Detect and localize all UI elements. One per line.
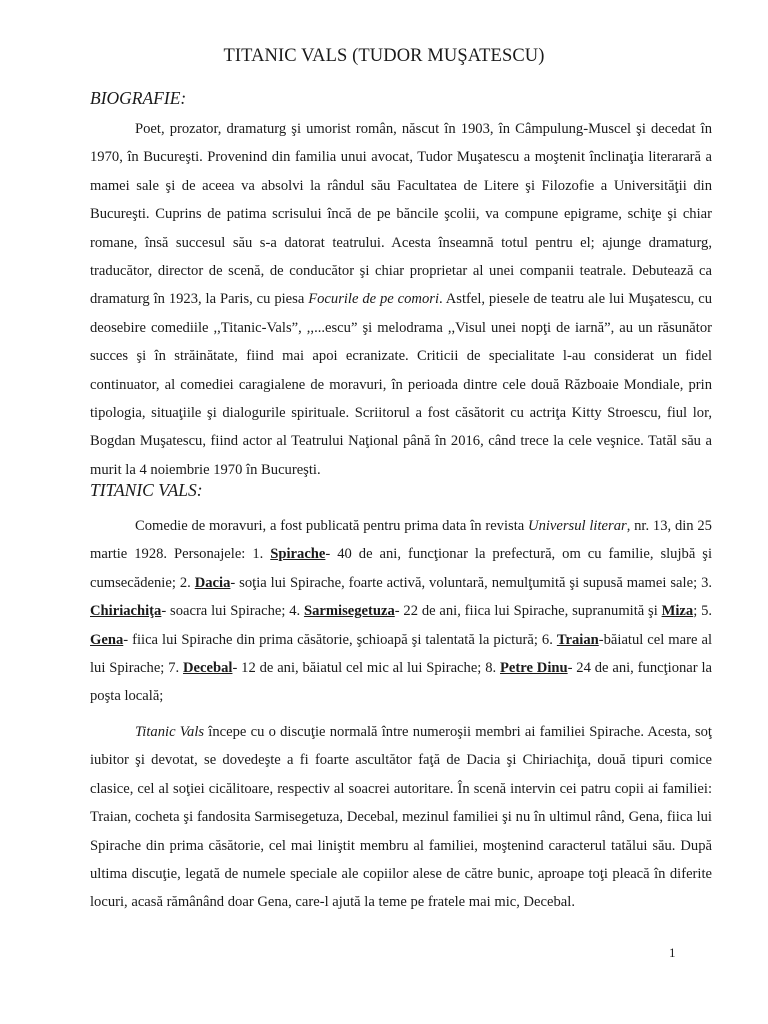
character-entry: 2. Dacia- soţia lui Spirache, foarte activă, voluntară, nemulţumită şi supusă mamei sale; [179,574,702,591]
characters-intro-text-2: , nr. 13, din 25 martie 1928. Personajele: [90,518,712,563]
character-name: Gena [90,631,124,648]
magazine-title: Universul literar [528,518,627,534]
page-number: 1 [669,945,676,960]
character-name: Petre Dinu [500,660,568,677]
character-name: Sarmisegetuza [303,603,395,620]
section-heading-titanic-vals: TITANIC VALS: [90,480,203,500]
biography-text-1: Poet, prozator, dramaturg şi umorist român, născut în 1903, în Câmpulung-Muscel şi decedat în 1970, în Bucureşti. Provenind din familia unui avocat, Tudor Muşatescu a moştenit înclinaţia literarară a mamei sale şi de aceea va absolvi la rândul său Facultatea de Litere şi Filozofie a Universităţii din Bucureşti. Cuprins de patima scrisului încă de pe băncile şcolii, va compune epigrame, schiţe şi chiar romane, însă succesul său s-a datorat teatrului. Acesta înseamnă totul pentru el; ajunge dramaturg, traducător, director de scenă, de conducător şi chiar proprietar al unei companii teatrale. Debutează ca dramaturg în 1923, la Paris, cu piesa [90,121,712,308]
plot-paragraph [90,718,712,917]
plot-text: începe cu o discuţie normală între numeroşii membri ai familiei Spirache. Acesta, soţ iubitor şi devotat, se dovedeşte a fi foarte ascultător faţă de Dacia şi Chiriachiţa, două tipuri comice clasice, cel al soţiei cicălitoare, respectiv al soacrei autoritare. În scenă intervin cei patru copii ai familiei: Traian, cocheta şi fandosita Sarmisegetuza, Decebal, mezinul familiei şi nu în ultimul rând, Gena, fiica lui Spirache din prima căsătorie, cel mai liniştit membru al familiei, moştenind caracterul tatălui său. După ultima discuţie, legată de numele speciale ale copiilor alese de către bunic, aproape toţi pleacă în diferite locuri, acasă rămânând doar Gena, care-l ajută la teme pe fratele mai mic, Decebal. [90,724,712,911]
characters-paragraph [90,512,712,711]
character-entry: 5. Gena- fiica lui Spirache din prima căsătorie, şchioapă şi talentată la pictură; [90,603,713,648]
character-name: Chiriachiţa [90,603,162,620]
character-name: Spirache [270,546,326,563]
characters-intro-text: Comedie de moravuri, a fost publicată pentru prima data în revista [135,518,529,534]
character-entry: 1. Spirache- 40 de ani, funcţionar la prefectură, om cu familie, slujbă şi cumsecădenie; [90,546,713,591]
character-entry: 7. Decebal- 12 de ani, băiatul cel mic al lui Spirache; [168,660,486,677]
character-name: Miza [661,603,694,620]
play-title: Titanic Vals [135,724,205,740]
document-title: TITANIC VALS (TUDOR MUŞATESCU) [223,46,545,66]
character-entry: 3. Chiriachiţa- soacra lui Spirache; [90,574,713,620]
character-entry: 6. Traian-băiatul cel mare al lui Spirache; [90,631,713,677]
character-entry: Miza; [661,603,702,620]
section-heading-biografie: BIOGRAFIE: [90,88,187,108]
biography-paragraph [90,115,712,484]
character-name: Dacia [194,574,231,591]
biography-text-2: . Astfel, piesele de teatru ale lui Muşatescu, cu deosebire comediile ,,Titanic-Vals”, ,,...escu” şi melodrama ,,Visul unei nopţi de iarnă”, au un răsunător succes şi în străinătate, fiind mai apoi ecranizate. Criticii de specialitate l-au considerat un fidel continuator, al comediei caragialene de moravuri, în perioada dintre cele două Războaie Mondiale, prin tipologia, situaţiile şi dialogurile spirituale. Scriitorul a fost căsătorit cu actriţa Kitty Stroescu, fiul lor, Bogdan Muşatescu, fiind actor al Teatrului Naţional până în 2016, când trece la cele veşnice. Tatăl său a murit la 4 noiembrie 1970 în Bucureşti. [90,291,712,478]
character-entry: 4. Sarmisegetuza- 22 de ani, fiica lui Spirache, supranumită şi [289,603,662,620]
biography-play-title: Focurile de pe comori [308,291,439,308]
character-name: Decebal [183,660,233,677]
character-name: Traian [556,631,599,648]
character-entry: 8. Petre Dinu- 24 de ani, funcţionar la poşta locală; [90,660,713,705]
